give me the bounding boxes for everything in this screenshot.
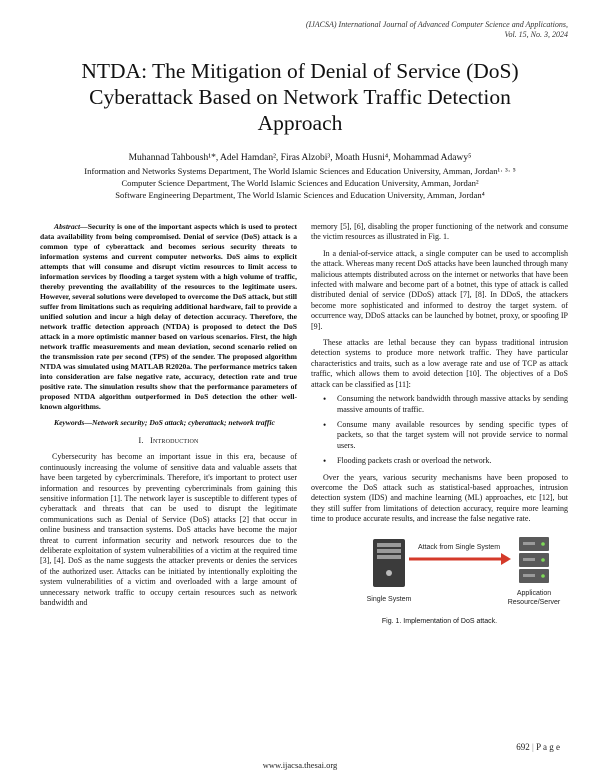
journal-volume: Vol. 15, No. 3, 2024 bbox=[504, 30, 568, 39]
affiliation-1: Information and Networks Systems Department, The World Islamic Sciences and Education University, Amman, Jordan¹· ³· ⁵ bbox=[84, 166, 516, 176]
computer-tower-icon bbox=[373, 539, 405, 587]
right-column bbox=[311, 222, 568, 625]
paragraph-continued: memory [5], [6], disabling the proper functioning of the network and consume the victim resources as illustrated in Fig. 1. bbox=[311, 222, 568, 242]
keywords: Keywords—Network security; DoS attack; cyberattack; network traffic bbox=[54, 418, 275, 427]
journal-url: www.ijacsa.thesai.org bbox=[262, 760, 338, 770]
title-line-2: Cyberattack Based on Network Traffic Detection bbox=[89, 85, 511, 109]
affiliation-3: Software Engineering Department, The World Islamic Sciences and Education University, Amman, Jordan⁴ bbox=[115, 190, 485, 200]
page-separator: | bbox=[532, 742, 534, 752]
attack-arrow bbox=[409, 553, 511, 565]
arrow-label: Attack from Single System bbox=[417, 543, 501, 551]
paragraph-ddos: In a denial-of-service attack, a single computer can be used to accomplish the attack. Whereas many recent DoS attacks have been launched through many malicious attempts distributed across on the internet or networks that have been infected with malware and become part of a botnet, this type of attack is called distributed denial of service (DDoS) attack [7], [8]. In DDoS, the attackers become more sophisticated and informed to destroy the target system. of occurrence way, DDoS attacks can be launched by botnet, proxy, or spoofing IP [9]. bbox=[311, 248, 568, 331]
paper-title bbox=[40, 58, 560, 136]
abstract-text: Security is one of the important aspects which is used to protect data availability from being compromised. Denial of service (DoS) attack is a common type of cyberattack and becomes serious security threats to information systems and current computer networks. DoS aims to explicit attempts that will consume and disrupt victim resources to limit access to information services by flooding a target system with a high volume of traffic, thereby preventing the availability of the resources to the legitimate users. However, several solutions were developed to overcome the DoS attack, but still suffer from limitations such as requiring additional hardware, fail to provide a unified solution and incur a high delay of detection accuracy. Therefore, the network traffic detection approach (NTDA) is proposed to detect the DoS attack in a more optimistic manner based on various scenarios. First, the high network traffic measurements and mean deviation, second scenario relied on the transmission rate per second (TPS) of the sender. The proposed algorithm NTDA was simulated using MATLAB R2020a. The performance metrics taken into consideration are false negative rate, accuracy, detection rate and true positive rate. The simulation results show that the performance parameters of proposed NTDA algorithm outperformed in DoS detection the other well-known algorithms. bbox=[40, 222, 297, 411]
abstract-label: Abstract— bbox=[54, 222, 88, 231]
list-item: • Flooding packets crash or overload the network. bbox=[337, 456, 568, 466]
affiliation-2: Computer Science Department, The World Islamic Sciences and Education University, Amman, Jordan² bbox=[121, 178, 479, 188]
journal-name: (IJACSA) International Journal of Advanced Computer Science and Applications, bbox=[305, 20, 568, 29]
paragraph-lethal: These attacks are lethal because they can bypass traditional intrusion detection systems to produce more network traffic. They have particular characteristics and traits, such as a low average rate and use of TCP as attack traffic, which allows them to avoid detection [10]. The objectives of a DoS attack can be classified as [11]: bbox=[311, 338, 568, 389]
application-label: Application bbox=[516, 589, 552, 597]
single-system-label: Single System bbox=[366, 595, 412, 603]
left-column bbox=[40, 222, 297, 613]
abstract bbox=[40, 222, 297, 412]
objectives-list bbox=[311, 394, 568, 466]
journal-header bbox=[268, 20, 568, 40]
figure-1 bbox=[311, 529, 568, 625]
section-number: I. bbox=[138, 436, 144, 445]
list-item: • Consume many available resources by sending specific types of packets, so that the target system will not provide service to normal users. bbox=[337, 420, 568, 451]
list-item: • Consuming the network bandwidth through massive attacks by sending massive amounts of traffic. bbox=[337, 394, 568, 415]
author-list: Muhannad Tahboush¹*, Adel Hamdan², Firas Alzobi³, Moath Husni⁴, Mohammad Adawy⁵ bbox=[128, 153, 472, 163]
section-heading-introduction bbox=[40, 436, 297, 446]
figure-caption: Fig. 1. Implementation of DoS attack. bbox=[381, 617, 498, 625]
paragraph-mechanisms: Over the years, various security mechanisms have been proposed to overcome the DoS attack such as statistical-based approaches, intrusion detection system (IDS) and machine learning (ML) approaches, etc [12], but they still suffer from limitations of detection accuracy, require more learning time to produce accurate results, and increase the false negative rate. bbox=[311, 472, 568, 524]
page-number bbox=[516, 742, 560, 752]
page-word: P a g e bbox=[536, 742, 560, 752]
section-title: Introduction bbox=[150, 436, 199, 445]
title-line-3: Approach bbox=[257, 111, 343, 135]
page-number-value: 692 bbox=[516, 742, 530, 752]
resource-server-label: Resource/Server bbox=[507, 598, 561, 606]
dos-attack-diagram bbox=[311, 529, 568, 611]
intro-paragraph: Cybersecurity has become an important issue in this era, because of continuously increasing the volume of sensitive data and valuable assets that have been targeted by cybercriminals. Therefore, it's important to protect user information and resources by preventing cybercriminals from gaining this sensitive information [1]. The network layer is susceptible to different types of cyberattack and threats that can be used to disrupt the legitimate communications such as Denial of Service (DoS) attacks [2] that occur in online business and transaction systems. DoS attacks have become the major threat to current information security and network resources due to the deliberate exploitation of system vulnerabilities of a victim at the required time [3], [4]. DoS as the name suggests the attacker prevents or denies the services of the authorized user. Attacks can be initiated by intentionally exploiting the system vulnerabilities of a victim and overloaded with a large amount of unnecessary network traffic to occupy certain resources such as network bandwidth and bbox=[40, 452, 297, 608]
title-line-1: NTDA: The Mitigation of Denial of Service (DoS) bbox=[81, 59, 519, 83]
server-icon bbox=[519, 537, 549, 583]
